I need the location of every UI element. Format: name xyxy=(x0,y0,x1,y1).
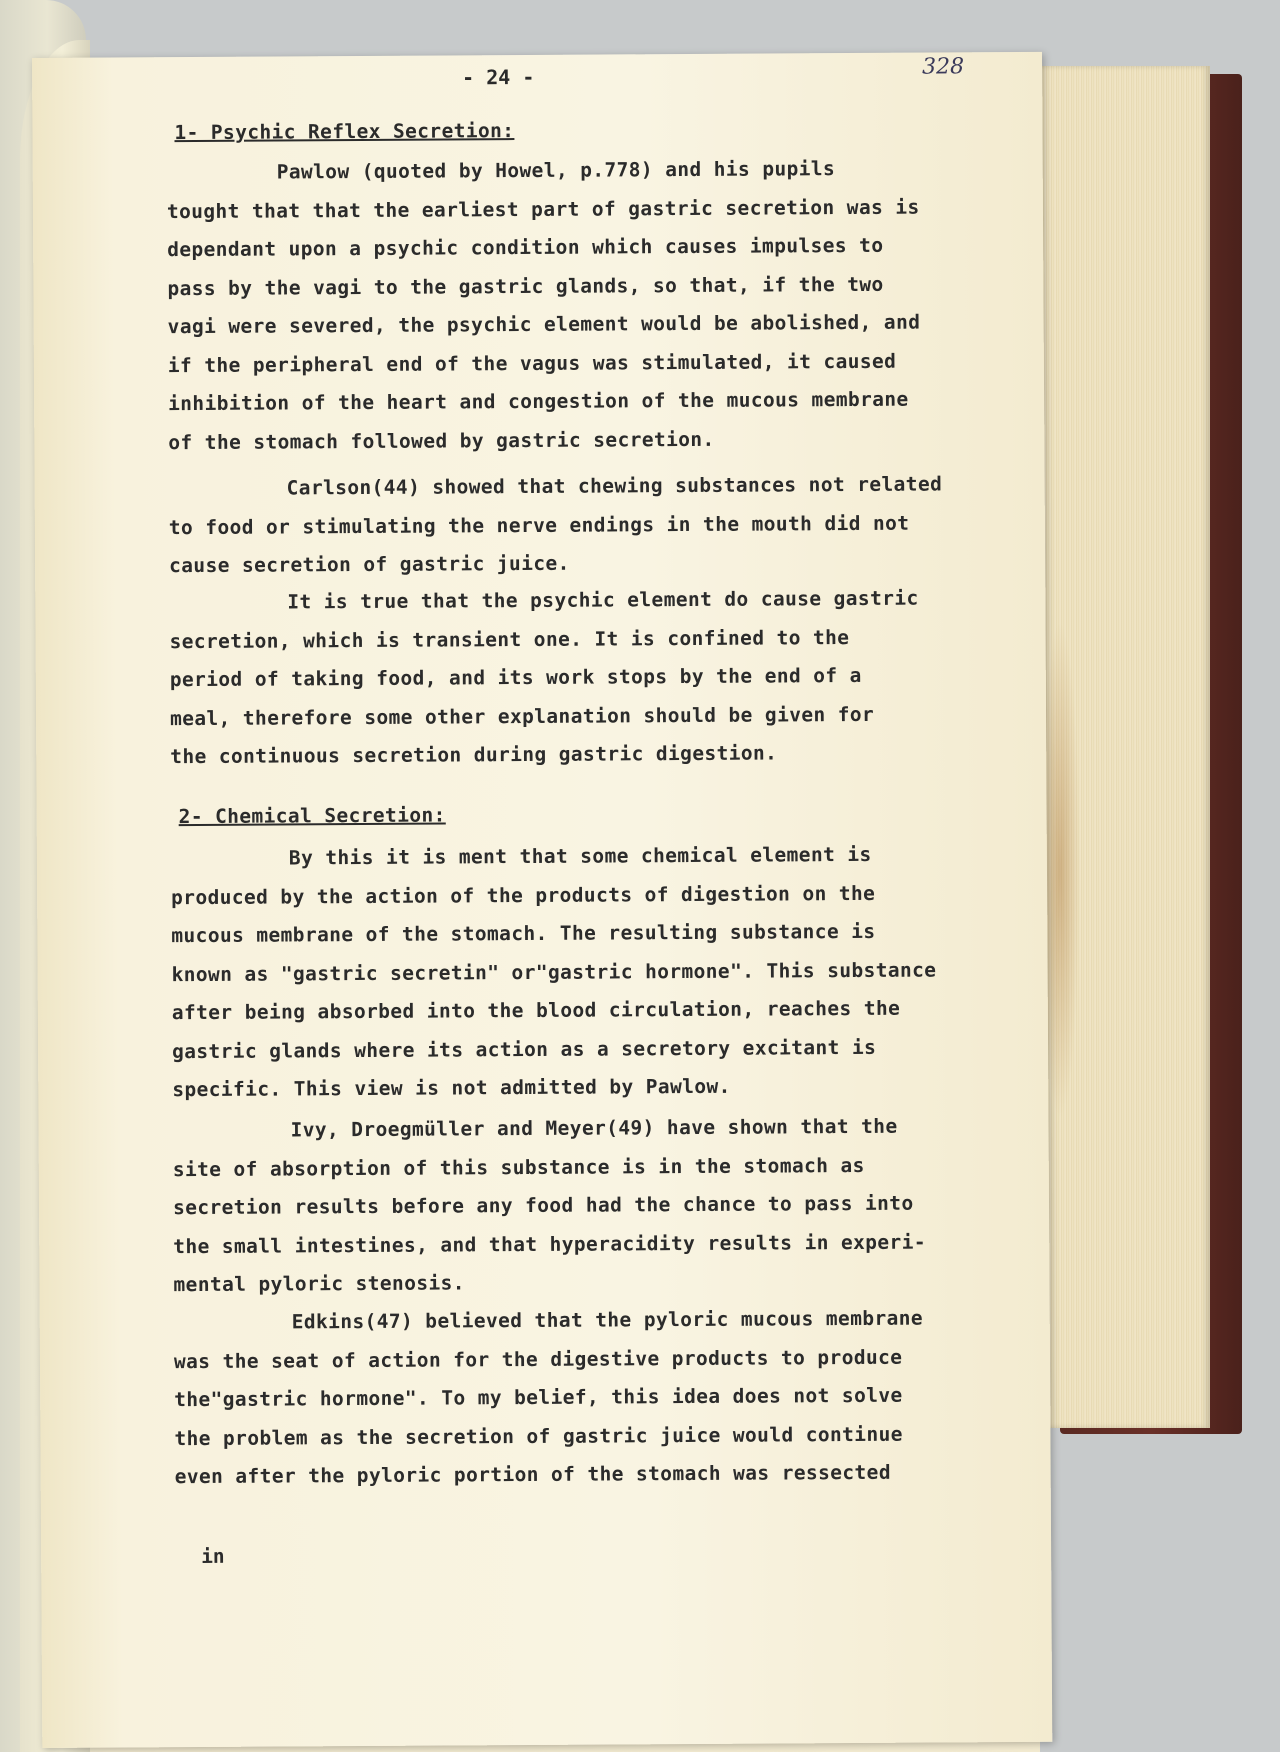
text-line: after being absorbed into the blood circulation, reaches the xyxy=(171,996,901,1025)
text-line: secretion results before any food had the chance to pass into xyxy=(172,1191,914,1220)
text-line: pass by the vagi to the gastric glands, so that, if the two xyxy=(167,272,884,300)
text-line: tought that that the earliest part of gastric secretion was is xyxy=(166,195,920,223)
text-line: mucous membrane of the stomach. The resulting substance is xyxy=(171,919,876,948)
text-line: produced by the action of the products of digestion on the xyxy=(171,881,876,909)
text-line: the"gastric hormone". To my belief, this idea does not solve xyxy=(174,1383,903,1412)
text-line: gastric glands where its action as a secretory excitant is xyxy=(171,1035,877,1063)
archive-number: 328 xyxy=(921,54,965,80)
text-line: inhibition of the heart and congestion of the mucous membrane xyxy=(168,387,909,416)
text-line: to food or stimulating the nerve endings in the mouth did not xyxy=(168,511,910,539)
text-line: site of absorption of this substance is in the stomach as xyxy=(172,1153,865,1181)
heading-chemical: 2- Chemical Secretion: xyxy=(178,803,446,829)
text-line: mental pyloric stenosis. xyxy=(173,1271,465,1297)
text-line: the problem as the secretion of gastric juice would continue xyxy=(174,1422,903,1450)
text-line: vagi were severed, the psychic element would be abolished, and xyxy=(167,310,921,339)
text-line: dependant upon a psychic condition which causes impulses to xyxy=(167,233,884,262)
text-line: was the seat of action for the digestive products to produce xyxy=(173,1345,903,1373)
text-line: Ivy, Droegmüller and Meyer(49) have shown that the xyxy=(290,1114,898,1142)
text-line: if the peripheral end of the vagus was stimulated, it caused xyxy=(167,349,897,377)
page-number: - 24 - xyxy=(462,64,535,90)
text-line: Carlson(44) showed that chewing substances not related xyxy=(286,472,943,500)
text-line: secretion, which is transient one. It is confined to the xyxy=(169,625,850,653)
text-line: even after the pyloric portion of the stomach was ressected xyxy=(174,1460,891,1489)
text-line: By this it is ment that some chemical element is xyxy=(288,842,872,870)
text-line: cause secretion of gastric juice. xyxy=(169,551,570,578)
heading-psychic: 1- Psychic Reflex Secretion: xyxy=(174,119,515,145)
text-line: known as "gastric secretin" or"gastric hormone". This substance xyxy=(171,957,937,986)
text-line: meal, therefore some other explanation should be given for xyxy=(169,702,875,730)
text-line: Edkins(47) believed that the pyloric mucous membrane xyxy=(291,1306,924,1334)
text-line: of the stomach followed by gastric secretion. xyxy=(168,427,715,454)
text-line: Pawlow (quoted by Howel, p.778) and his pupils xyxy=(276,157,836,184)
text-line: specific. This view is not admitted by Pawlow. xyxy=(172,1074,731,1102)
footer-word: in xyxy=(201,1544,225,1568)
text-line: period of taking food, and its work stops by the end of a xyxy=(169,663,862,692)
text-line: the continuous secretion during gastric digestion. xyxy=(170,741,778,769)
text-line: It is true that the psychic element do cause gastric xyxy=(287,586,919,614)
text-line: the small intestines, and that hyperacidity results in experi- xyxy=(173,1230,927,1258)
document-page xyxy=(32,52,1052,1748)
